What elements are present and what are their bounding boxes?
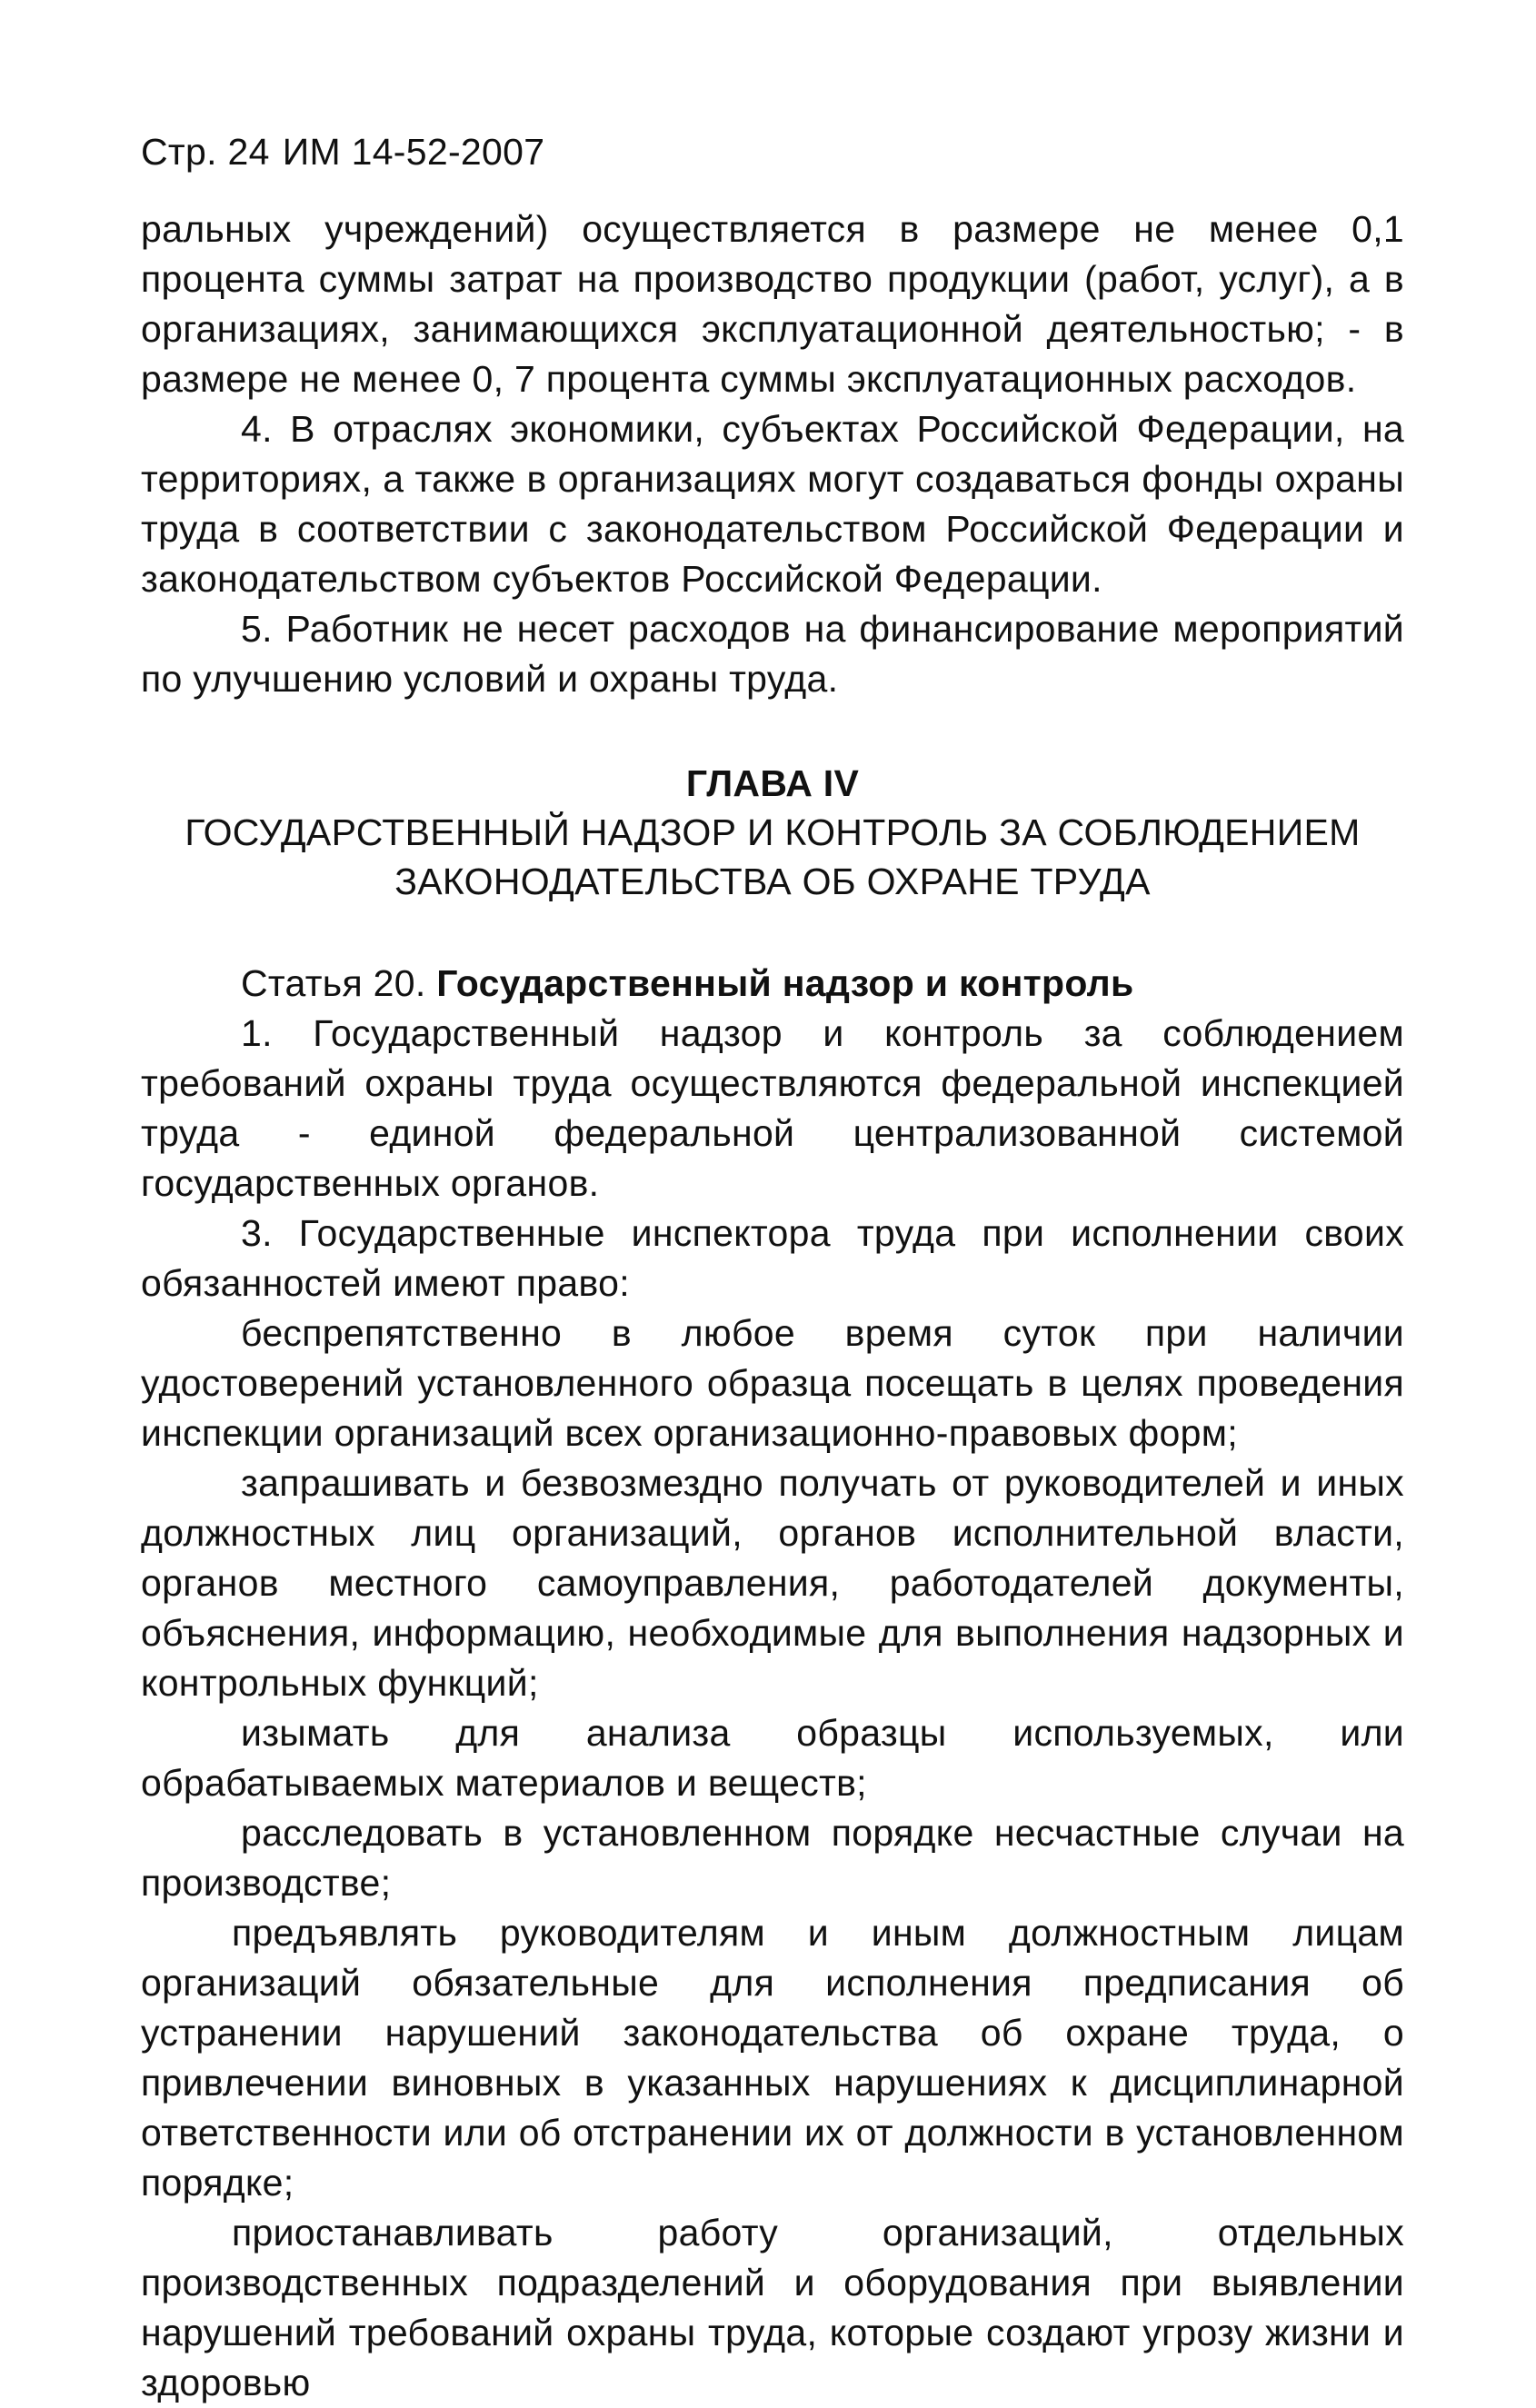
chapter-title-line-2: ЗАКОНОДАТЕЛЬСТВА ОБ ОХРАНЕ ТРУДА — [394, 861, 1151, 902]
right-item: расследовать в установленном порядке несчастные случаи на производстве; — [141, 1812, 1404, 1904]
paragraph-continuation: ральных учреждений) осуществляется в размере не менее 0,1 процента суммы затрат на производство продукции (работ, услуг), а в организациях, занимающихся эксплуатационной деятельностью; - в размере не менее 0, 7 процента суммы эксплуатационных расходов. — [141, 208, 1404, 400]
chapter-heading — [141, 759, 1404, 906]
right-item: беспрепятственно в любое время суток при наличии удостоверений установленного образца посещать в целях проведения инспекции организаций всех организационно-правовых форм; — [141, 1312, 1404, 1454]
article-heading — [141, 959, 1404, 1009]
article-title: Государственный надзор и контроль — [436, 962, 1134, 1004]
right-item: запрашивать и безвозмездно получать от руководителей и иных должностных лиц организаций, органов исполнительной власти, органов местного самоуправления, работодателей документы, объяснения, информацию, необходимые для выполнения надзорных и контрольных функций; — [141, 1462, 1404, 1704]
right-item: приостанавливать работу организаций, отдельных производственных подразделений и оборудования при выявлении нарушений требований охраны труда, которые создают угрозу жизни и здоровью — [141, 2212, 1404, 2403]
article-item-1: 1. Государственный надзор и контроль за соблюдением требований охраны труда осуществляются федеральной инспекцией труда - единой федеральной централизованной системой государственных органов. — [141, 1012, 1404, 1204]
right-item: предъявлять руководителям и иным должностным лицам организаций обязательные для исполнения предписания об устранении нарушений законодательства об охране труда, о привлечении виновных в указанных нарушениях к дисциплинарной ответственности или об отстранении их от должности в установленном порядке; — [141, 1912, 1404, 2204]
paragraph-item-4: 4. В отраслях экономики, субъектах Российской Федерации, на территориях, а также в организациях могут создаваться фонды охраны труда в соответствии с законодательством Российской Федерации и законодательством субъектов Российской Федерации. — [141, 408, 1404, 600]
chapter-number: ГЛАВА IV — [685, 762, 860, 804]
page-number: Стр. 24 — [141, 131, 270, 173]
article-item-3: 3. Государственные инспектора труда при исполнении своих обязанностей имеют право: — [141, 1212, 1404, 1304]
paragraph-item-5: 5. Работник не несет расходов на финансирование мероприятий по улучшению условий и охраны труда. — [141, 608, 1404, 700]
article-prefix: Статья 20. — [241, 962, 426, 1004]
chapter-title-line-1: ГОСУДАРСТВЕННЫЙ НАДЗОР И КОНТРОЛЬ ЗА СОБЛЮДЕНИЕМ — [185, 811, 1361, 853]
document-page — [141, 127, 1404, 2408]
document-code: ИМ 14-52-2007 — [282, 131, 545, 173]
page-header — [141, 127, 1404, 177]
right-item: изымать для анализа образцы используемых, или обрабатываемых материалов и веществ; — [141, 1712, 1404, 1804]
